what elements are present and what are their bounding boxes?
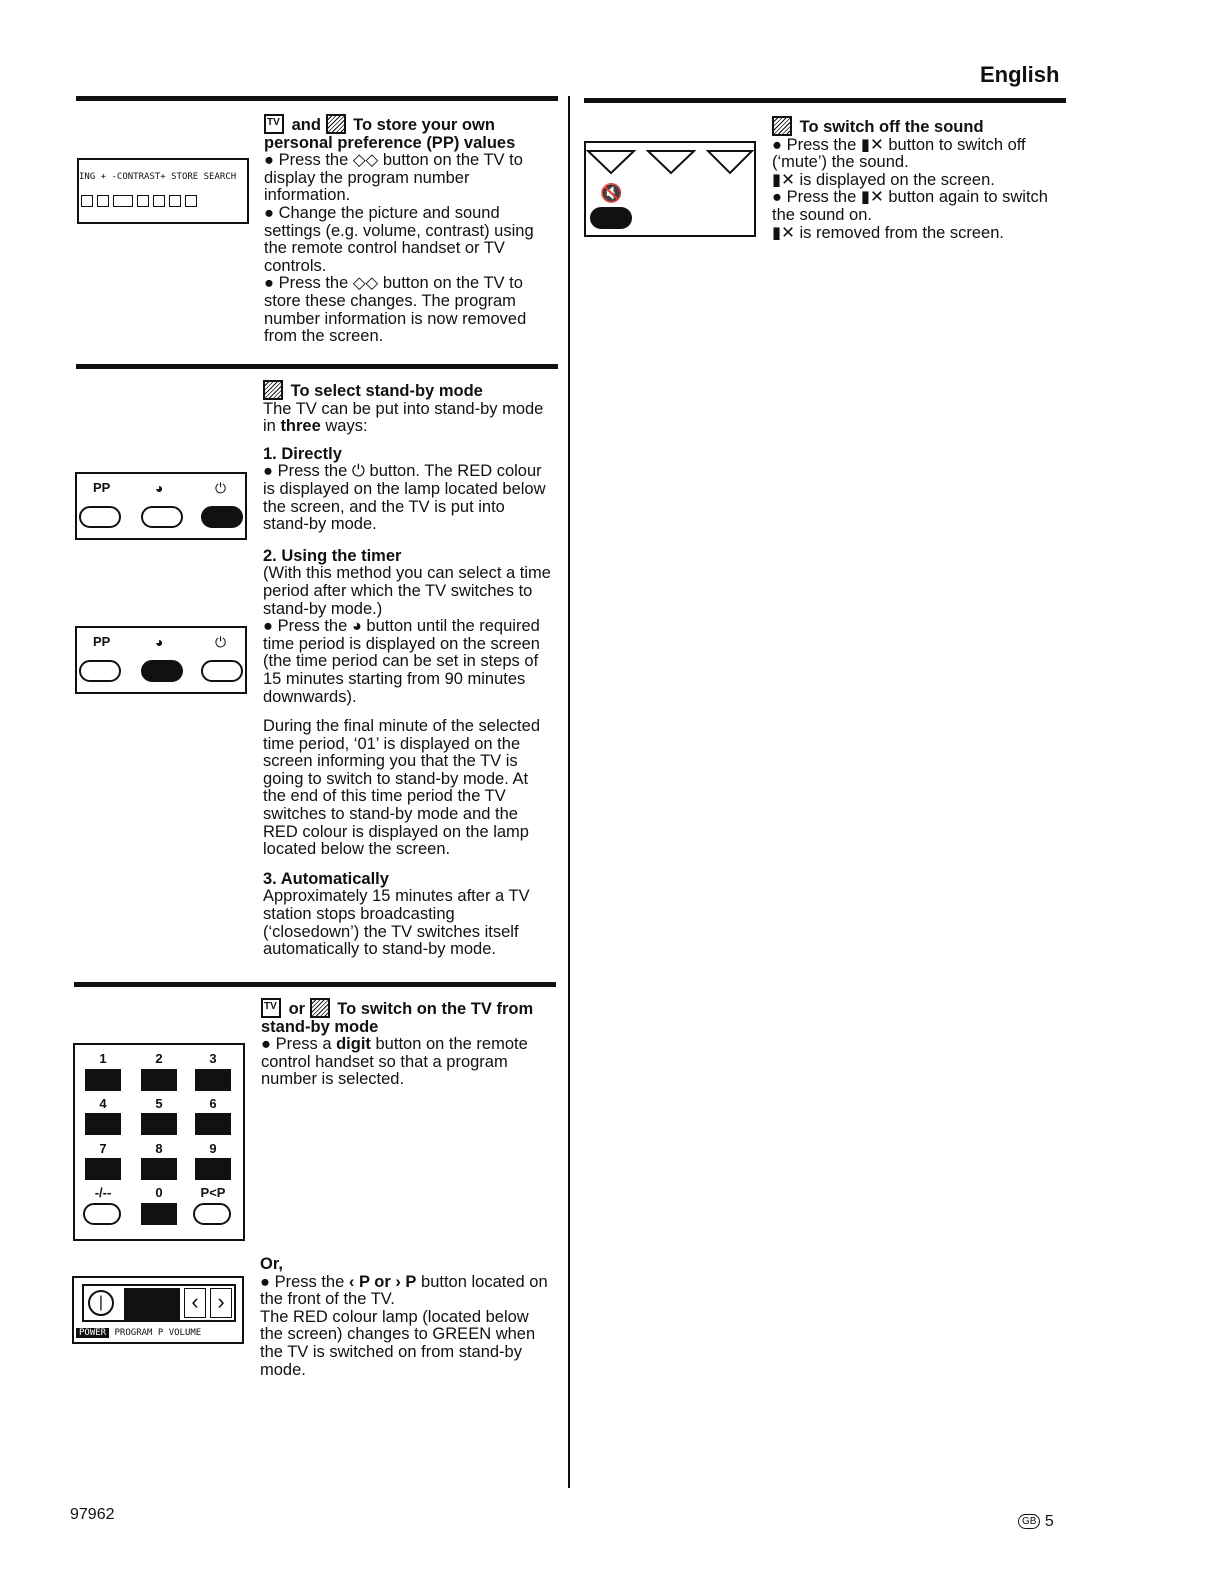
key-label: -/--	[94, 1185, 112, 1200]
switch-on-title: TV or To switch on the TV from stand-by mode	[261, 998, 557, 1036]
page-number: 5	[1044, 1513, 1054, 1530]
mute-icon: ▮✕	[772, 170, 795, 189]
standby-step1-title: 1. Directly	[263, 444, 342, 463]
svg-text:🔇: 🔇	[600, 183, 623, 204]
top-rule-right	[584, 98, 1066, 103]
language-heading: English	[980, 62, 1060, 87]
power-icon: |	[88, 1290, 114, 1316]
digit-key	[85, 1069, 121, 1091]
digit-key	[85, 1113, 121, 1135]
tv-front-controls-panel	[77, 158, 249, 224]
program-down-icon: ‹	[184, 1288, 206, 1318]
digit-key	[195, 1158, 231, 1180]
key-label: 5	[155, 1096, 163, 1111]
store-pp-step-1: ● Press the ◇◇ button on the TV to display the program number information.	[264, 151, 523, 205]
section-rule-3	[74, 982, 556, 987]
digit-key	[195, 1113, 231, 1135]
store-pp-step-3: ● Press the ◇◇ button on the TV to store these changes. The program number information is now removed from the screen.	[264, 274, 527, 346]
remote-icon	[772, 116, 792, 136]
pp-label: PP	[93, 480, 111, 495]
switch-on-section	[261, 998, 557, 1089]
standby-step3-text: Approximately 15 minutes after a TV station stops broadcasting (‘closedown’) the TV switches itself automatically to stand-by mode.	[263, 887, 530, 959]
page-footer	[1018, 1513, 1054, 1531]
top-rule-left	[76, 96, 558, 101]
key-label: 8	[155, 1141, 163, 1156]
mute-step-2: ▮✕ is displayed on the screen.	[772, 170, 995, 189]
display-block	[124, 1288, 180, 1320]
power-icon: ⏻	[215, 634, 227, 650]
section-rule-2	[76, 364, 558, 369]
mute-screen-illustration	[586, 143, 754, 235]
store-pp-section	[264, 114, 554, 346]
mute-step-3: ● Press the ▮✕ button again to switch the sound on.	[772, 188, 1048, 224]
power-label: POWER	[76, 1328, 109, 1338]
standby-section	[263, 380, 555, 959]
mute-step-4: ▮✕ is removed from the screen.	[772, 223, 1004, 242]
mute-icon: ▮✕	[772, 223, 795, 242]
remote-icon	[263, 380, 283, 400]
standby-button-highlighted	[201, 506, 243, 528]
key-label: P<P	[200, 1185, 226, 1200]
switch-on-step-2-note: The RED colour lamp (located below the screen) changes to GREEN when the TV is switched on from stand-by mode.	[260, 1307, 536, 1379]
remote-standby-panel-1	[75, 472, 247, 540]
remote-standby-panel-2	[75, 626, 247, 694]
standby-intro: The TV can be put into stand-by mode in three ways:	[263, 399, 544, 436]
timer-button-highlighted	[141, 660, 183, 682]
gb-badge-icon: GB	[1018, 1514, 1040, 1529]
standby-step2-text: ● Press the ◕ button until the required time period is displayed on the screen (the time period can be set in steps of 15 minutes starting from 90 minutes downwards).	[263, 617, 540, 706]
digit-key	[141, 1113, 177, 1135]
or-label: Or,	[260, 1255, 283, 1273]
key-label: 6	[209, 1096, 217, 1111]
mute-icon: ▮✕	[860, 188, 884, 207]
key-label: 4	[99, 1096, 107, 1111]
tv-screen-mute-panel	[584, 141, 756, 237]
remote-icon	[326, 114, 346, 134]
digit-key	[141, 1203, 177, 1225]
column-divider	[568, 96, 570, 1488]
digit-key	[195, 1069, 231, 1091]
key-label: 7	[99, 1141, 107, 1156]
mute-step-1: ● Press the ▮✕ button to switch off (‘mute’) the sound.	[772, 135, 1026, 172]
timer-icon: ◕	[351, 617, 362, 636]
key-label: 3	[209, 1051, 217, 1066]
tv-icon	[264, 114, 284, 134]
store-pp-title	[264, 114, 554, 152]
mute-icon: ▮✕	[860, 135, 884, 154]
standby-title: To select stand-by mode	[263, 380, 555, 401]
program-up-icon: ›	[210, 1288, 232, 1318]
program-label: PROGRAM P	[114, 1328, 164, 1338]
remote-icon	[310, 998, 330, 1018]
digit-key	[85, 1158, 121, 1180]
standby-step3-title: 3. Automatically	[263, 869, 389, 888]
digit-key	[141, 1158, 177, 1180]
tv-front-panel	[72, 1276, 244, 1344]
timer-icon: ◕	[155, 480, 164, 496]
volume-label: VOLUME	[168, 1328, 202, 1338]
key-label: 9	[209, 1141, 217, 1156]
switch-on-step-1: ● Press a digit button on the remote control handset so that a program number is selected.	[261, 1035, 528, 1089]
standby-step2-para: During the final minute of the selected time period, ‘01’ is displayed on the screen informing you that the TV is going to switch to stand-by mode. At the end of this time period the TV switches to stand-by mode and the RED colour is displayed on the lamp located below the screen.	[263, 717, 540, 859]
store-pp-title-text: To store your own personal preference (PP) values	[264, 116, 516, 152]
key-label: 1	[99, 1051, 107, 1066]
switch-on-step-2: ● Press the ‹ P or › P button located on the front of the TV.	[260, 1272, 548, 1309]
pp-label: PP	[93, 634, 111, 649]
store-diamond-icon: ◇◇	[352, 151, 379, 170]
standby-step2-title: 2. Using the timer	[263, 546, 402, 565]
dash-key	[83, 1203, 121, 1225]
pp-button	[79, 506, 121, 528]
pp-button	[79, 660, 121, 682]
panel-buttons-row	[79, 192, 199, 210]
panel-labels: ING + -CONTRAST+ STORE SEARCH	[79, 172, 237, 182]
timer-icon: ◕	[155, 634, 164, 650]
store-pp-connector: and	[291, 116, 321, 134]
swap-key	[193, 1203, 231, 1225]
mute-section	[772, 116, 1062, 242]
power-icon: ⏻	[351, 462, 365, 481]
power-icon: ⏻	[215, 480, 227, 496]
store-pp-step-2: ● Change the picture and sound settings (e.g. volume, contrast) using the remote control handset or TV controls.	[264, 203, 534, 275]
standby-button	[201, 660, 243, 682]
tv-icon	[261, 998, 281, 1018]
key-label: 2	[155, 1051, 163, 1066]
timer-button	[141, 506, 183, 528]
key-label: 0	[155, 1185, 163, 1200]
mute-title: To switch off the sound	[772, 116, 1062, 137]
keypad-panel	[73, 1043, 245, 1241]
standby-step1-text: ● Press the ⏻ button. The RED colour is displayed on the lamp located below the screen, and the TV is put into stand-by mode.	[263, 462, 546, 534]
digit-key	[141, 1069, 177, 1091]
switch-on-alt	[260, 1256, 556, 1379]
doc-number: 97962	[70, 1506, 115, 1523]
store-diamond-icon: ◇◇	[352, 274, 379, 293]
standby-step2-intro: (With this method you can select a time period after which the TV switches to stand-by mode.)	[263, 564, 551, 618]
